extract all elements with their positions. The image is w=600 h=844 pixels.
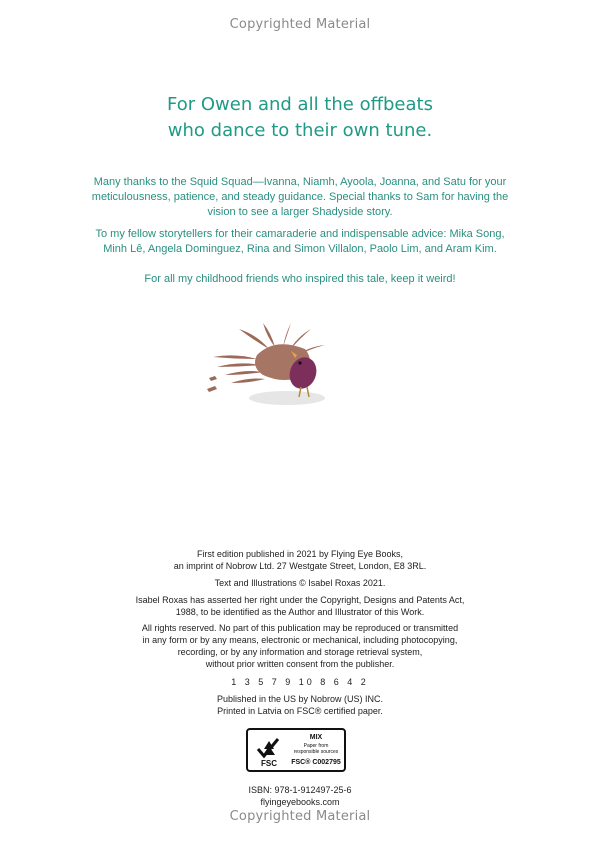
published-line-1: Published in the US by Nobrow (US) INC. <box>216 694 384 704</box>
edition-info <box>100 548 500 572</box>
moral-rights-line-1: Isabel Roxas has asserted her right under the Copyright, Designs and Patents Act, <box>135 595 465 605</box>
fsc-subtitle-line-1: Paper from <box>303 743 329 749</box>
rights-line-1: All rights reserved. No part of this publication may be reproduced or transmitted <box>141 623 459 633</box>
copyright-watermark-top: Copyrighted Material <box>229 17 371 32</box>
edition-line-1: First edition published in 2021 by Flying Eye Books, <box>196 549 404 559</box>
fsc-tree-check-icon <box>254 733 284 769</box>
edition-line-2: an imprint of Nobrow Ltd. 27 Westgate Street, London, E8 3RL. <box>173 561 427 571</box>
dedication-line-2: who dance to their own tune. <box>167 120 433 141</box>
publisher-website: flyingeyebooks.com <box>260 797 340 807</box>
dedication <box>0 92 600 144</box>
fsc-subtitle <box>288 743 344 755</box>
fsc-license-code: FSC® C002795 <box>291 759 341 766</box>
acknowledgement-1: Many thanks to the Squid Squad—Ivanna, Niamh, Ayoola, Joanna, and Satu for your meticulousness, patience, and steady guidance. Special thanks to Sam for having the vision to see a larger Shadyside story. <box>91 176 509 218</box>
fsc-subtitle-line-2: responsible sources <box>293 749 339 755</box>
fsc-logo-label: FSC <box>261 759 277 768</box>
bird-shadow <box>249 391 325 405</box>
dedication-line-1: For Owen and all the offbeats <box>167 94 433 115</box>
acknowledgement-2: To my fellow storytellers for their camaraderie and indispensable advice: Mika Song, Minh Lê, Angela Dominguez, Rina and Simon Villalon, Paolo Lim, and Aram Kim. <box>95 228 505 255</box>
copyright-line: Text and Illustrations © Isabel Roxas 2021. <box>214 578 386 588</box>
acknowledgement-3: For all my childhood friends who inspired this tale, keep it weird! <box>144 273 456 285</box>
rights-reserved <box>100 622 500 670</box>
fsc-certification-badge <box>246 728 346 772</box>
fsc-mix-label: MIX <box>309 734 323 741</box>
printing-line: 1 3 5 7 9 10 8 6 4 2 <box>231 677 369 687</box>
rights-line-3: recording, or by any information and storage retrieval system, <box>177 647 423 657</box>
moral-rights <box>100 594 500 618</box>
rights-line-4: without prior written consent from the publisher. <box>205 659 395 669</box>
rights-line-2: in any form or by any means, electronic or mechanical, including photocopying, <box>142 635 458 645</box>
dancing-bird-illustration <box>205 315 335 410</box>
publication-info <box>100 693 500 717</box>
isbn: ISBN: 978-1-912497-25-6 <box>248 785 352 795</box>
moral-rights-line-2: 1988, to be identified as the Author and Illustrator of this Work. <box>175 607 425 617</box>
copyright-watermark-bottom: Copyrighted Material <box>229 809 371 824</box>
published-line-2: Printed in Latvia on FSC® certified paper. <box>217 706 383 716</box>
